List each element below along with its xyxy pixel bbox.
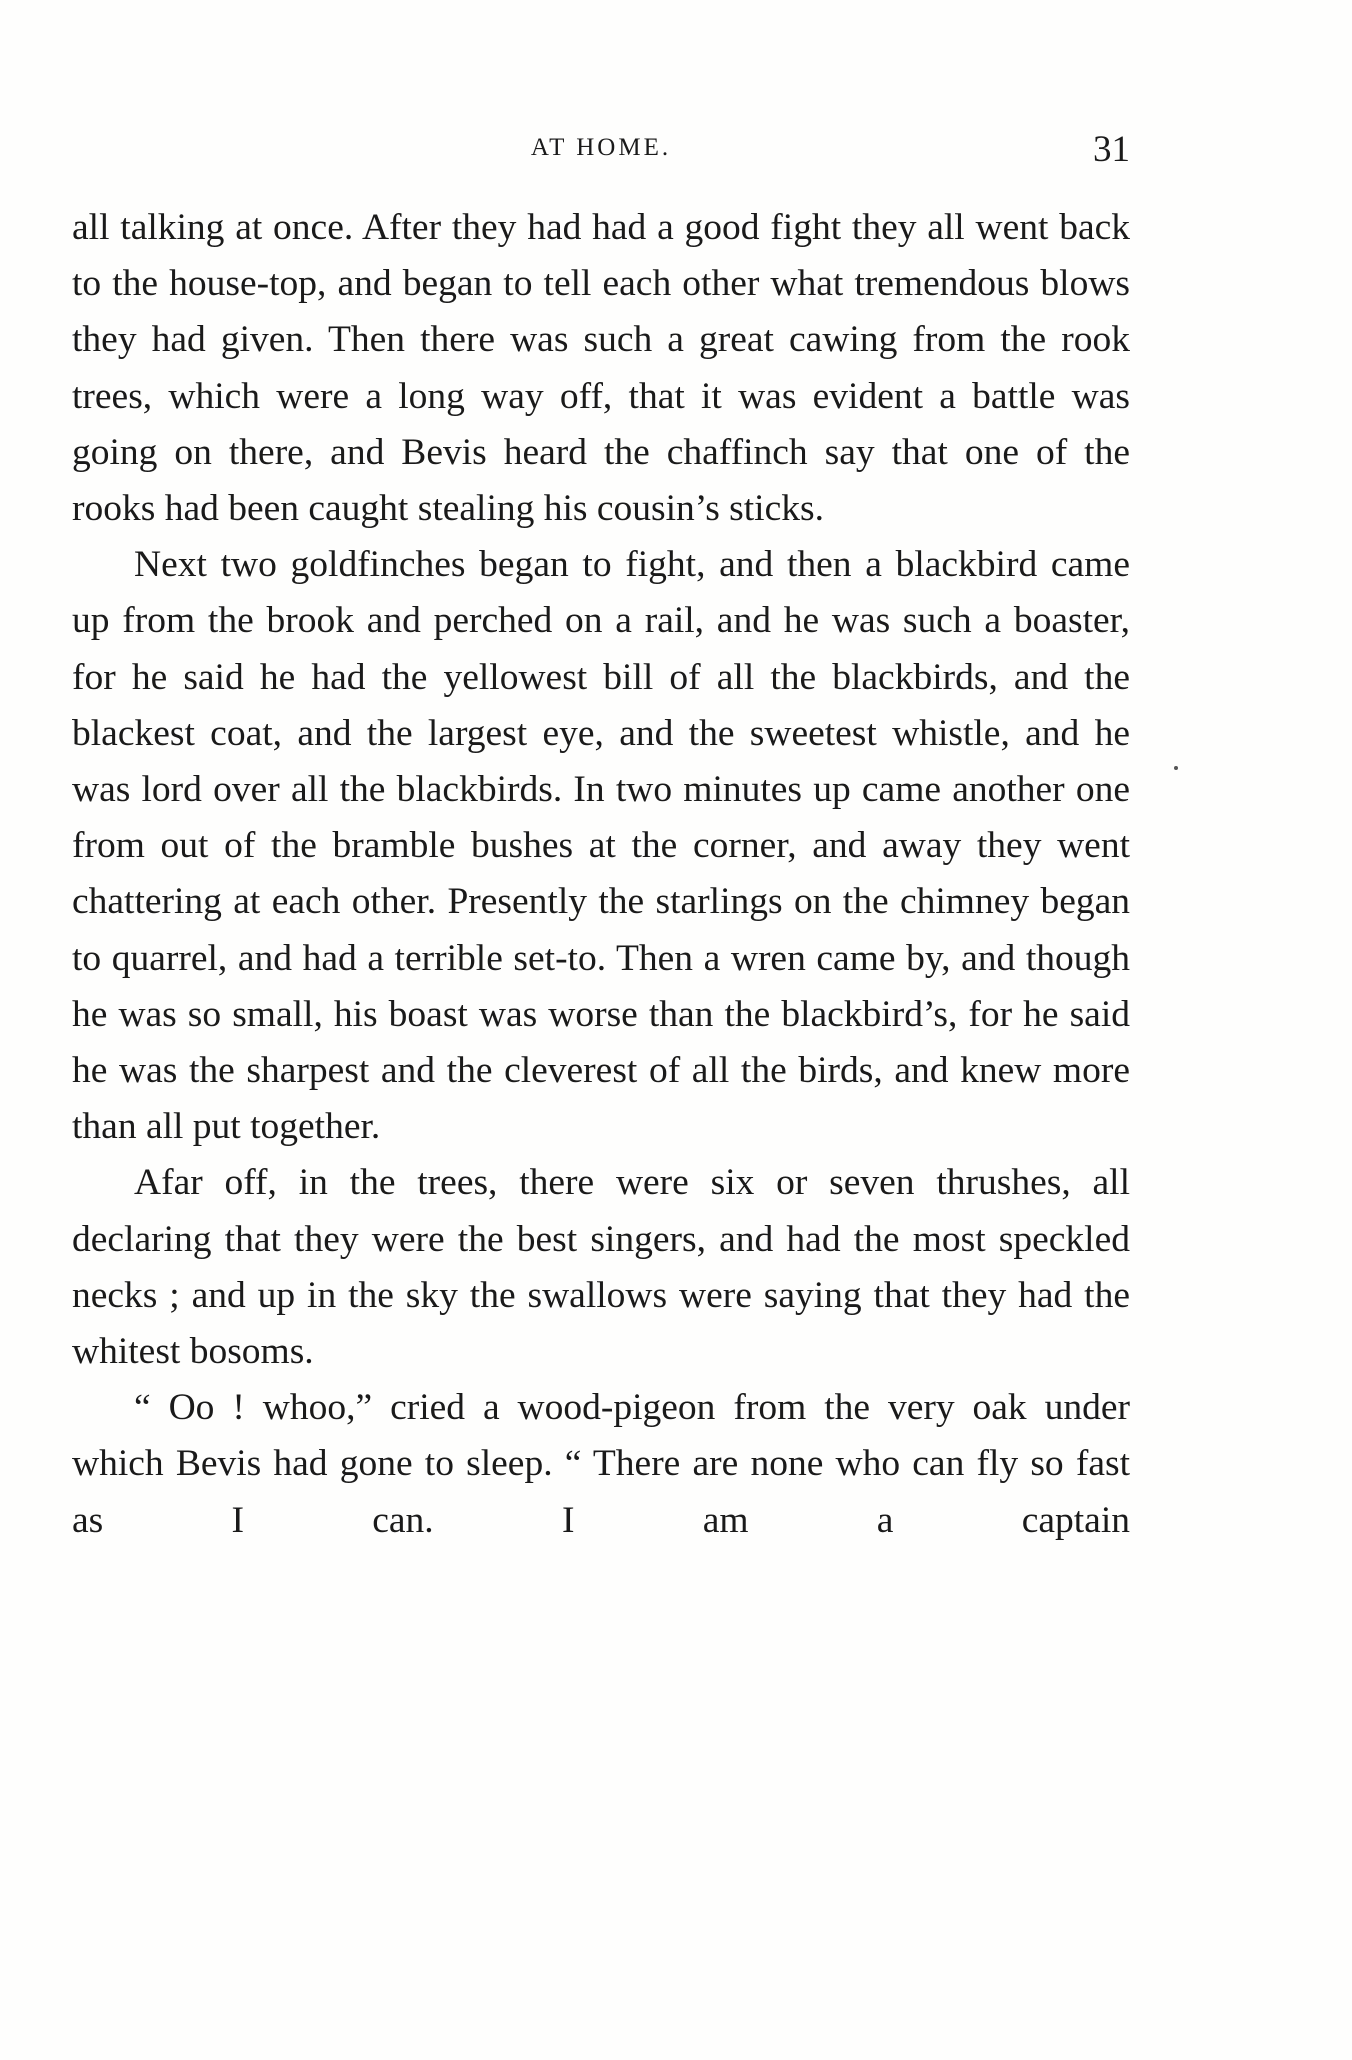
paragraph-goldfinches: Next two goldfinches began to fight, and then a blackbird came up from the brook and perched on a rail, and he was such a boaster, for he said he had the yellowest bill of all the blackbirds, and the blackest coat, and the largest eye, and the sweetest whistle, and he was lord over all the blackbirds. In two minutes up came another one from out of the bramble bushes at the corner, and away they went chattering at each other. Presently the starlings on the chimney began to quarrel, and had a terrible set-to. Then a wren came by, and though he was so small, his boast was worse than the blackbird’s, for he said he was the sharpest and the cleverest of all the birds, and knew more than all put together. — [72, 544, 1130, 1148]
page-header — [72, 128, 1130, 178]
body-text — [72, 200, 1130, 1549]
paper-speck — [1174, 766, 1178, 770]
running-title: AT HOME. — [530, 134, 672, 161]
page-number: 31 — [1093, 129, 1130, 170]
paragraph-continued: all talking at once. After they had had a good fight they all went back to the house-top, and began to tell each other what tremendous blows they had given. Then there was such a great cawing from the rook trees, which were a long way off, that it was evident a battle was going on there, and Bevis heard the chaffinch say that one of the rooks had been caught stealing his cousin’s sticks. — [72, 207, 1130, 530]
paragraph-wood-pigeon: “ Oo ! whoo,” cried a wood-pigeon from the very oak under which Bevis had gone to sleep. “ There are none who can fly so fast as I can. I am a captain — [72, 1387, 1130, 1541]
paragraph-thrushes: Afar off, in the trees, there were six or seven thrushes, all declaring that they were the best singers, and had the most speckled necks ; and up in the sky the swallows were saying that they had the whitest bosoms. — [72, 1162, 1130, 1373]
